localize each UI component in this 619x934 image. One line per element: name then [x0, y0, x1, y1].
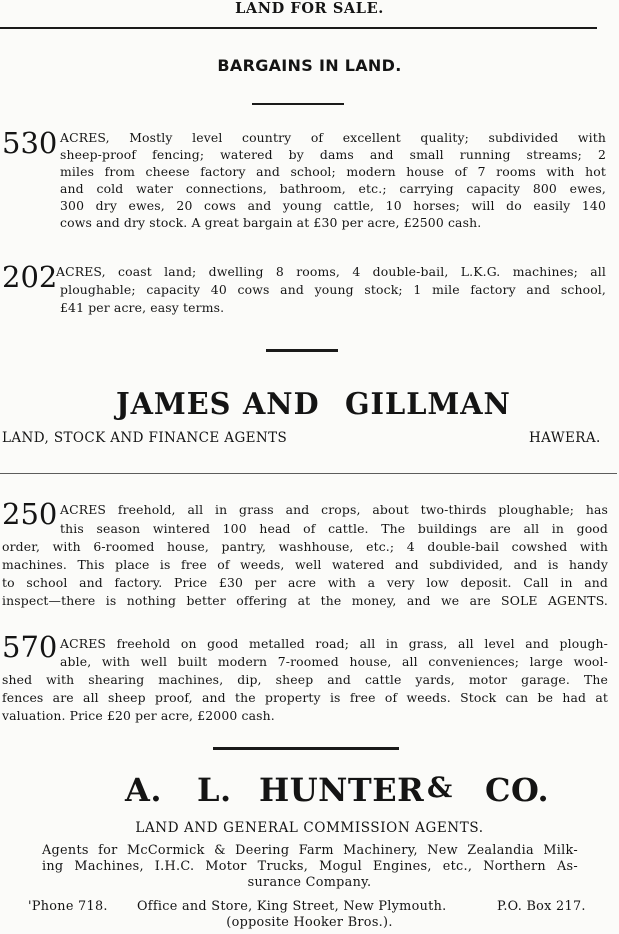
listing-acreage: 570 — [2, 630, 58, 664]
listing-line: valuation. Price £20 per acre, £2000 cash. — [2, 708, 275, 723]
agency-line: surance Company. — [247, 875, 372, 890]
firm-name-word: & — [427, 771, 453, 804]
section-divider — [252, 103, 344, 105]
header-rule — [0, 27, 597, 29]
office-address: Office and Store, King Street, New Plymouth. — [137, 899, 447, 914]
listing-line: ploughable; capacity 40 cows and young stock; 1 mile factory and school, — [60, 282, 606, 297]
section-divider — [266, 349, 338, 352]
listing-line: able, with well built modern 7-roomed house, all conveniences; large wool- — [60, 654, 608, 669]
listing-acreage: 250 — [2, 497, 58, 531]
listing-acreage: 202 — [2, 260, 58, 294]
listing-acreage: 530 — [2, 126, 58, 160]
firm-role: LAND, STOCK AND FINANCE AGENTS — [2, 430, 288, 446]
listing-line: to school and factory. Price £30 per acre with a very low deposit. Call in and — [2, 575, 608, 590]
listing-line: inspect—there is nothing better offering at the money, and we are SOLE AGENTS. — [2, 593, 608, 608]
listing-line: ACRES, coast land; dwelling 8 rooms, 4 double-bail, L.K.G. machines; all — [56, 264, 606, 279]
agency-line: Agents for McCormick & Deering Farm Machinery, New Zealandia Milk- — [42, 843, 578, 858]
firm-rule — [0, 473, 617, 474]
phone-number: 'Phone 718. — [28, 899, 108, 914]
agency-line: ing Machines, I.H.C. Motor Trucks, Mogul Engines, etc., Northern As- — [42, 859, 578, 874]
firm-name-word: L. — [197, 771, 232, 809]
listing-line: fences are all sheep proof, and the property is free of weeds. Stock can be had at — [2, 690, 608, 705]
po-box: P.O. Box 217. — [497, 899, 586, 914]
listing-line: sheep-proof fencing; watered by dams and small running streams; 2 — [60, 147, 606, 162]
listing-line: miles from cheese factory and school; modern house of 7 rooms with hot — [60, 164, 606, 179]
listing-line: ACRES freehold, all in grass and crops, about two-thirds ploughable; has — [60, 502, 608, 517]
firm-name-word: JAMES — [116, 387, 232, 422]
listing-line: ACRES freehold on good metalled road; all in grass, all level and plough- — [60, 636, 608, 651]
listing-line: this season wintered 100 head of cattle. The buildings are all in good — [60, 521, 608, 536]
listing-line: and cold water connections, bathroom, etc.; carrying capacity 800 ewes, — [60, 181, 606, 196]
firm-name-word: CO. — [485, 771, 550, 809]
listing-line: order, with 6-roomed house, pantry, washhouse, etc.; 4 double-bail cowshed with — [2, 539, 608, 554]
firm-name-word: HUNTER — [259, 771, 425, 809]
opposite-note: (opposite Hooker Bros.). — [226, 915, 393, 930]
firm-name-word: GILLMAN — [345, 387, 511, 422]
listing-line: cows and dry stock. A great bargain at £30 per acre, £2500 cash. — [60, 215, 482, 230]
listing-line: machines. This place is free of weeds, well watered and subdivided, and is handy — [2, 557, 608, 572]
section-divider — [213, 747, 399, 750]
listing-line: ACRES, Mostly level country of excellent quality; subdivided with — [60, 130, 606, 145]
firm-town: HAWERA. — [529, 430, 601, 446]
listing-line: 300 dry ewes, 20 cows and young cattle, 10 horses; will do easily 140 — [60, 198, 606, 213]
firm-name-word: AND — [243, 387, 320, 422]
firm-role: LAND AND GENERAL COMMISSION AGENTS. — [135, 820, 484, 836]
listing-line: shed with shearing machines, dip, sheep and cattle yards, motor garage. The — [2, 672, 608, 687]
firm-name-word: A. — [125, 771, 162, 809]
section-title: BARGAINS IN LAND. — [217, 56, 402, 75]
listing-line: £41 per acre, easy terms. — [60, 300, 225, 315]
page-title: LAND FOR SALE. — [235, 0, 384, 17]
